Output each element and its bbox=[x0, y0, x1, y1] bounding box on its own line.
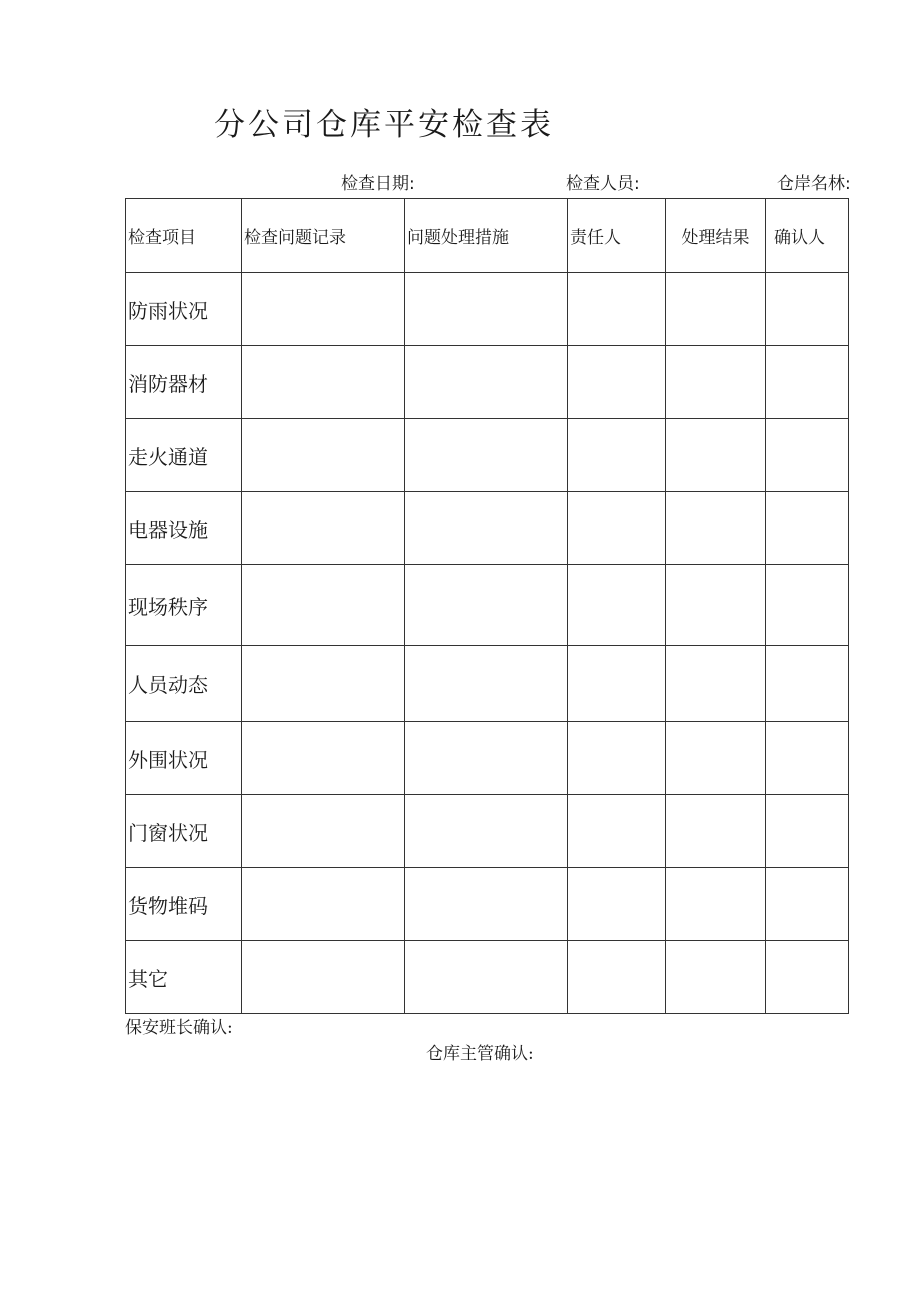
table-row bbox=[126, 941, 849, 1014]
page-title: 分公司仓库平安检查表 bbox=[214, 107, 554, 143]
header-inspection-item: 检查项目 bbox=[126, 199, 242, 273]
entry-cell[interactable] bbox=[242, 868, 405, 941]
entry-cell[interactable] bbox=[242, 492, 405, 565]
entry-cell[interactable] bbox=[666, 795, 766, 868]
entry-cell[interactable] bbox=[405, 646, 568, 722]
entry-cell[interactable] bbox=[568, 795, 666, 868]
inspection-date-label: 检查日期: bbox=[341, 174, 415, 194]
entry-cell[interactable] bbox=[242, 646, 405, 722]
entry-cell[interactable] bbox=[568, 492, 666, 565]
entry-cell[interactable] bbox=[242, 941, 405, 1014]
inspection-item-cell: 消防器材 bbox=[126, 346, 242, 419]
entry-cell[interactable] bbox=[766, 419, 849, 492]
inspection-item-cell: 人员动态 bbox=[126, 646, 242, 722]
entry-cell[interactable] bbox=[666, 941, 766, 1014]
entry-cell[interactable] bbox=[405, 795, 568, 868]
table-row bbox=[126, 646, 849, 722]
entry-cell[interactable] bbox=[405, 722, 568, 795]
header-confirmer: 确认人 bbox=[766, 199, 849, 273]
warehouse-manager-confirm-label: 仓库主管确认: bbox=[426, 1044, 534, 1064]
entry-cell[interactable] bbox=[568, 646, 666, 722]
entry-cell[interactable] bbox=[242, 273, 405, 346]
table-row bbox=[126, 868, 849, 941]
entry-cell[interactable] bbox=[666, 868, 766, 941]
entry-cell[interactable] bbox=[666, 565, 766, 646]
entry-cell[interactable] bbox=[766, 941, 849, 1014]
entry-cell[interactable] bbox=[405, 868, 568, 941]
table-header-row bbox=[126, 199, 849, 273]
entry-cell[interactable] bbox=[405, 492, 568, 565]
entry-cell[interactable] bbox=[568, 722, 666, 795]
entry-cell[interactable] bbox=[405, 941, 568, 1014]
table-row bbox=[126, 722, 849, 795]
table-row bbox=[126, 273, 849, 346]
entry-cell[interactable] bbox=[242, 795, 405, 868]
entry-cell[interactable] bbox=[766, 492, 849, 565]
inspection-item-cell: 门窗状况 bbox=[126, 795, 242, 868]
entry-cell[interactable] bbox=[568, 346, 666, 419]
header-handling-result: 处理结果 bbox=[666, 199, 766, 273]
entry-cell[interactable] bbox=[666, 346, 766, 419]
entry-cell[interactable] bbox=[766, 646, 849, 722]
entry-cell[interactable] bbox=[242, 419, 405, 492]
inspection-item-cell: 其它 bbox=[126, 941, 242, 1014]
inspection-item-cell: 现场秩序 bbox=[126, 565, 242, 646]
entry-cell[interactable] bbox=[405, 419, 568, 492]
table-row bbox=[126, 346, 849, 419]
inspection-item-cell: 走火通道 bbox=[126, 419, 242, 492]
entry-cell[interactable] bbox=[766, 795, 849, 868]
entry-cell[interactable] bbox=[242, 565, 405, 646]
warehouse-name-label: 仓岸名林: bbox=[777, 174, 851, 194]
entry-cell[interactable] bbox=[766, 346, 849, 419]
entry-cell[interactable] bbox=[666, 646, 766, 722]
table-row bbox=[126, 795, 849, 868]
table-row bbox=[126, 419, 849, 492]
inspection-item-cell: 电器设施 bbox=[126, 492, 242, 565]
entry-cell[interactable] bbox=[568, 419, 666, 492]
inspection-item-cell: 防雨状况 bbox=[126, 273, 242, 346]
table-row bbox=[126, 492, 849, 565]
guard-leader-confirm-label: 保安班长确认: bbox=[125, 1018, 233, 1038]
inspection-item-cell: 货物堆码 bbox=[126, 868, 242, 941]
entry-cell[interactable] bbox=[242, 346, 405, 419]
entry-cell[interactable] bbox=[405, 273, 568, 346]
header-issue-record: 检查问题记录 bbox=[242, 199, 405, 273]
header-responsible-person: 责任人 bbox=[568, 199, 666, 273]
header-issue-measures: 问题处理措施 bbox=[405, 199, 568, 273]
entry-cell[interactable] bbox=[666, 273, 766, 346]
entry-cell[interactable] bbox=[666, 722, 766, 795]
entry-cell[interactable] bbox=[568, 868, 666, 941]
entry-cell[interactable] bbox=[766, 722, 849, 795]
entry-cell[interactable] bbox=[766, 868, 849, 941]
entry-cell[interactable] bbox=[766, 273, 849, 346]
entry-cell[interactable] bbox=[568, 565, 666, 646]
entry-cell[interactable] bbox=[405, 346, 568, 419]
entry-cell[interactable] bbox=[405, 565, 568, 646]
entry-cell[interactable] bbox=[568, 273, 666, 346]
entry-cell[interactable] bbox=[766, 565, 849, 646]
inspection-table bbox=[125, 198, 849, 1014]
entry-cell[interactable] bbox=[242, 722, 405, 795]
entry-cell[interactable] bbox=[666, 492, 766, 565]
entry-cell[interactable] bbox=[666, 419, 766, 492]
table-row bbox=[126, 565, 849, 646]
inspection-item-cell: 外围状况 bbox=[126, 722, 242, 795]
entry-cell[interactable] bbox=[568, 941, 666, 1014]
inspector-label: 检查人员: bbox=[566, 174, 640, 194]
